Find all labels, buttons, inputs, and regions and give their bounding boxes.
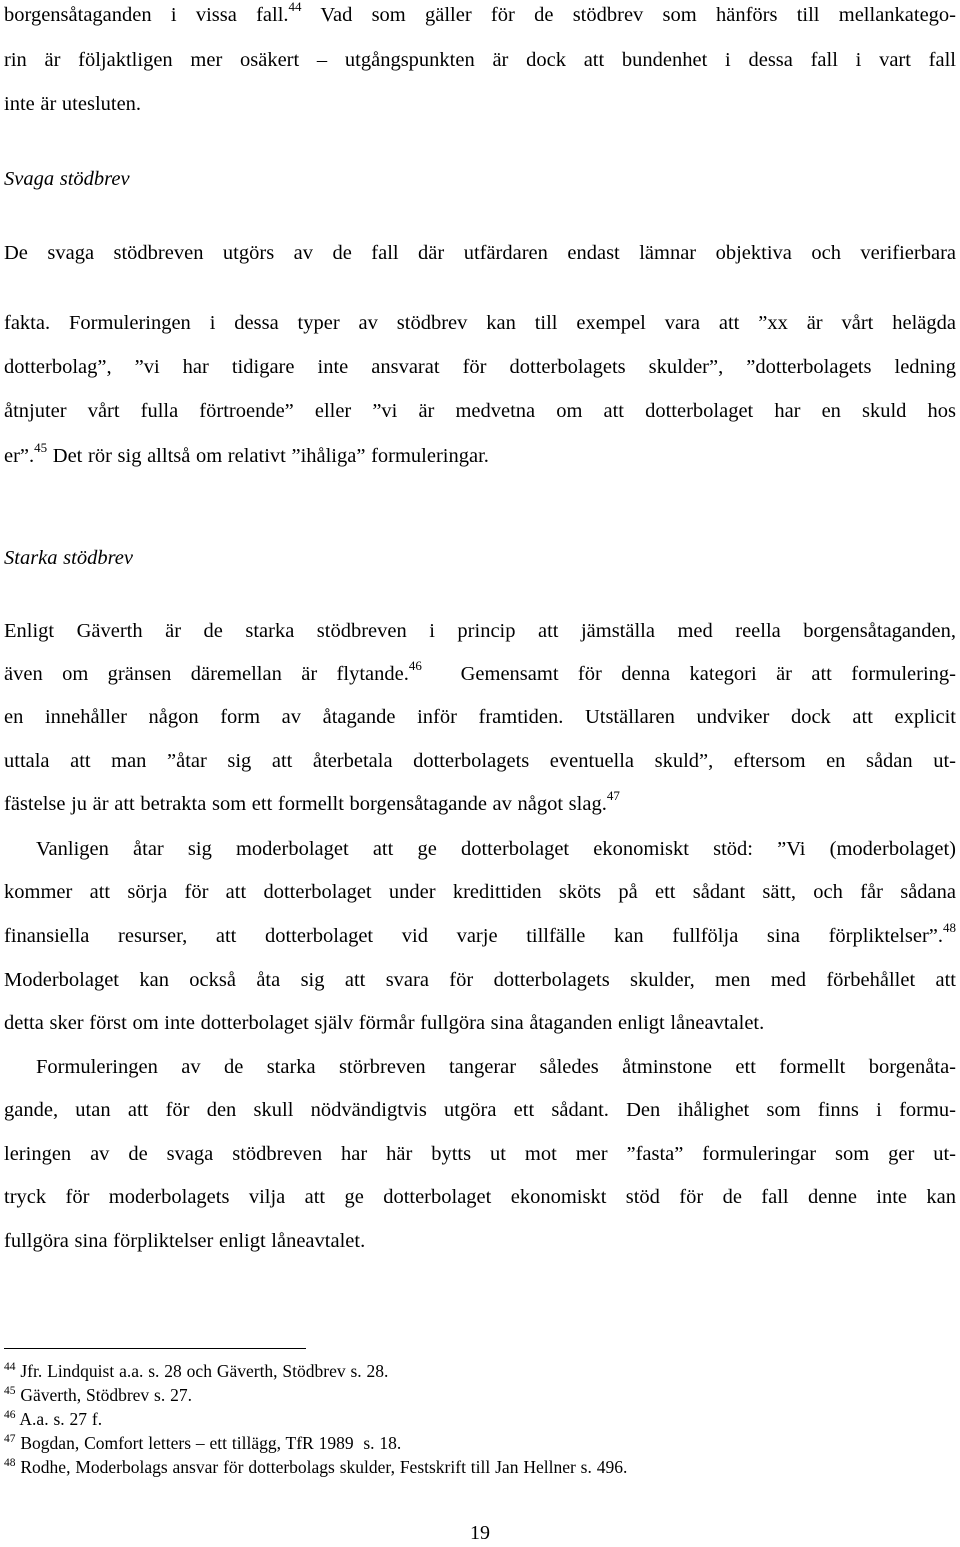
section-heading-svaga-stodbrev: Svaga stödbrev — [4, 168, 130, 190]
text-span: Det rör sig alltså om relativt ”ihåliga” formuleringar. — [47, 445, 489, 467]
paragraph-5-line-1: Formuleringen av de starka störbreven tangerar således åtminstone ett formellt borgenåta- — [36, 1056, 956, 1078]
paragraph-3-line-1: Enligt Gäverth är de starka stödbreven i princip att jämställa med reella borgensåtaganden, — [4, 620, 956, 642]
footnote-text: Rodhe, Moderbolags ansvar för dotterbolags skulder, Festskrift till Jan Hellner s. 496. — [15, 1457, 628, 1477]
text-span: Gemensamt för denna kategori är att formulering- — [421, 663, 957, 685]
footnote-text: Bogdan, Comfort letters – ett tillägg, TfR 1989 s. 18. — [15, 1433, 402, 1453]
page-number: 19 — [470, 1522, 490, 1544]
section-heading-starka-stodbrev: Starka stödbrev — [4, 547, 133, 569]
text-span: borgensåtaganden i vissa fall. — [4, 4, 289, 26]
paragraph-3-line-2 — [4, 658, 957, 686]
text-span: Vad som gäller för de stödbrev som hänförs till mellankatego- — [301, 4, 957, 26]
footnote-ref-44[interactable]: 44 — [288, 0, 302, 14]
footnote-number: 47 — [4, 1433, 16, 1445]
footnote-47 — [4, 1433, 401, 1454]
paragraph-3-line-5 — [4, 788, 620, 816]
paragraph-1-line-1 — [4, 0, 957, 27]
paragraph-1-line-3: inte är utesluten. — [4, 93, 142, 115]
footnote-45 — [4, 1385, 192, 1406]
paragraph-5-line-5: fullgöra sina förpliktelser enligt låneavtalet. — [4, 1230, 366, 1252]
footnote-number: 44 — [4, 1361, 16, 1373]
paragraph-4-line-4: Moderbolaget kan också åta sig att svara för dotterbolagets skulder, men med förbehållet att — [4, 969, 956, 991]
footnote-ref-48[interactable]: 48 — [943, 920, 956, 935]
paragraph-4-line-1: Vanligen åtar sig moderbolaget att ge dotterbolaget ekonomiskt stöd: ”Vi (moderbolaget) — [36, 838, 956, 860]
footnote-ref-45[interactable]: 45 — [34, 440, 48, 455]
paragraph-4-line-3 — [4, 920, 956, 948]
footnote-ref-46[interactable]: 46 — [408, 658, 422, 673]
paragraph-2-line-5 — [4, 440, 489, 468]
footnote-48 — [4, 1457, 627, 1478]
footnote-separator — [4, 1348, 306, 1349]
text-span: er”. — [4, 445, 35, 467]
paragraph-3-line-4: uttala att man ”åtar sig att återbetala dotterbolagets eventuella skuld”, eftersom en sådan ut- — [4, 750, 956, 772]
text-span: fästelse ju är att betrakta som ett formellt borgensåtagande av något slag. — [4, 793, 607, 815]
text-span: även om gränsen däremellan är flytande. — [4, 663, 409, 685]
footnote-text: Gäverth, Stödbrev s. 27. — [15, 1385, 192, 1405]
paragraph-5-line-3: leringen av de svaga stödbreven har här bytts ut mot mer ”fasta” formuleringar som ger ut- — [4, 1143, 956, 1165]
footnote-46 — [4, 1409, 102, 1430]
paragraph-2-line-4: åtnjuter vårt fulla förtroende” eller ”vi är medvetna om att dotterbolaget har en skuld hos — [4, 400, 956, 422]
footnote-number: 48 — [4, 1457, 16, 1469]
paragraph-2-line-2: fakta. Formuleringen i dessa typer av stödbrev kan till exempel vara att ”xx är vårt helägda — [4, 312, 956, 334]
paragraph-5-line-4: tryck för moderbolagets vilja att ge dotterbolaget ekonomiskt stöd för de fall denne inte kan — [4, 1186, 956, 1208]
footnote-ref-47[interactable]: 47 — [606, 788, 620, 803]
footnote-number: 45 — [4, 1385, 16, 1397]
paragraph-1-line-2: rin är följaktligen mer osäkert – utgångspunkten är dock att bundenhet i dessa fall i vart fall — [4, 49, 956, 71]
paragraph-4-line-5: detta sker först om inte dotterbolaget själv förmår fullgöra sina åtaganden enligt låneavtalet. — [4, 1012, 765, 1034]
paragraph-2-line-3: dotterbolag”, ”vi har tidigare inte ansvarat för dotterbolagets skulder”, ”dotterbolagets ledning — [4, 356, 956, 378]
paragraph-5-line-2: gande, utan att för den skull nödvändigtvis utgöra ett sådant. Den ihålighet som finns i formu- — [4, 1099, 956, 1121]
footnote-number: 46 — [4, 1409, 16, 1421]
paragraph-2-line-1: De svaga stödbreven utgörs av de fall där utfärdaren endast lämnar objektiva och verifierbara — [4, 242, 956, 264]
paragraph-4-line-2: kommer att sörja för att dotterbolaget under kredittiden sköts på ett sådant sätt, och får sådana — [4, 881, 956, 903]
paragraph-3-line-3: en innehåller någon form av åtagande inför framtiden. Utställaren undviker dock att explicit — [4, 706, 956, 728]
footnote-text: A.a. s. 27 f. — [15, 1409, 103, 1429]
text-span: finansiella resurser, att dotterbolaget vid varje tillfälle kan fullfölja sina förpliktelser”. — [4, 925, 943, 947]
footnote-44 — [4, 1361, 388, 1382]
footnote-text: Jfr. Lindquist a.a. s. 28 och Gäverth, Stödbrev s. 28. — [15, 1361, 389, 1381]
